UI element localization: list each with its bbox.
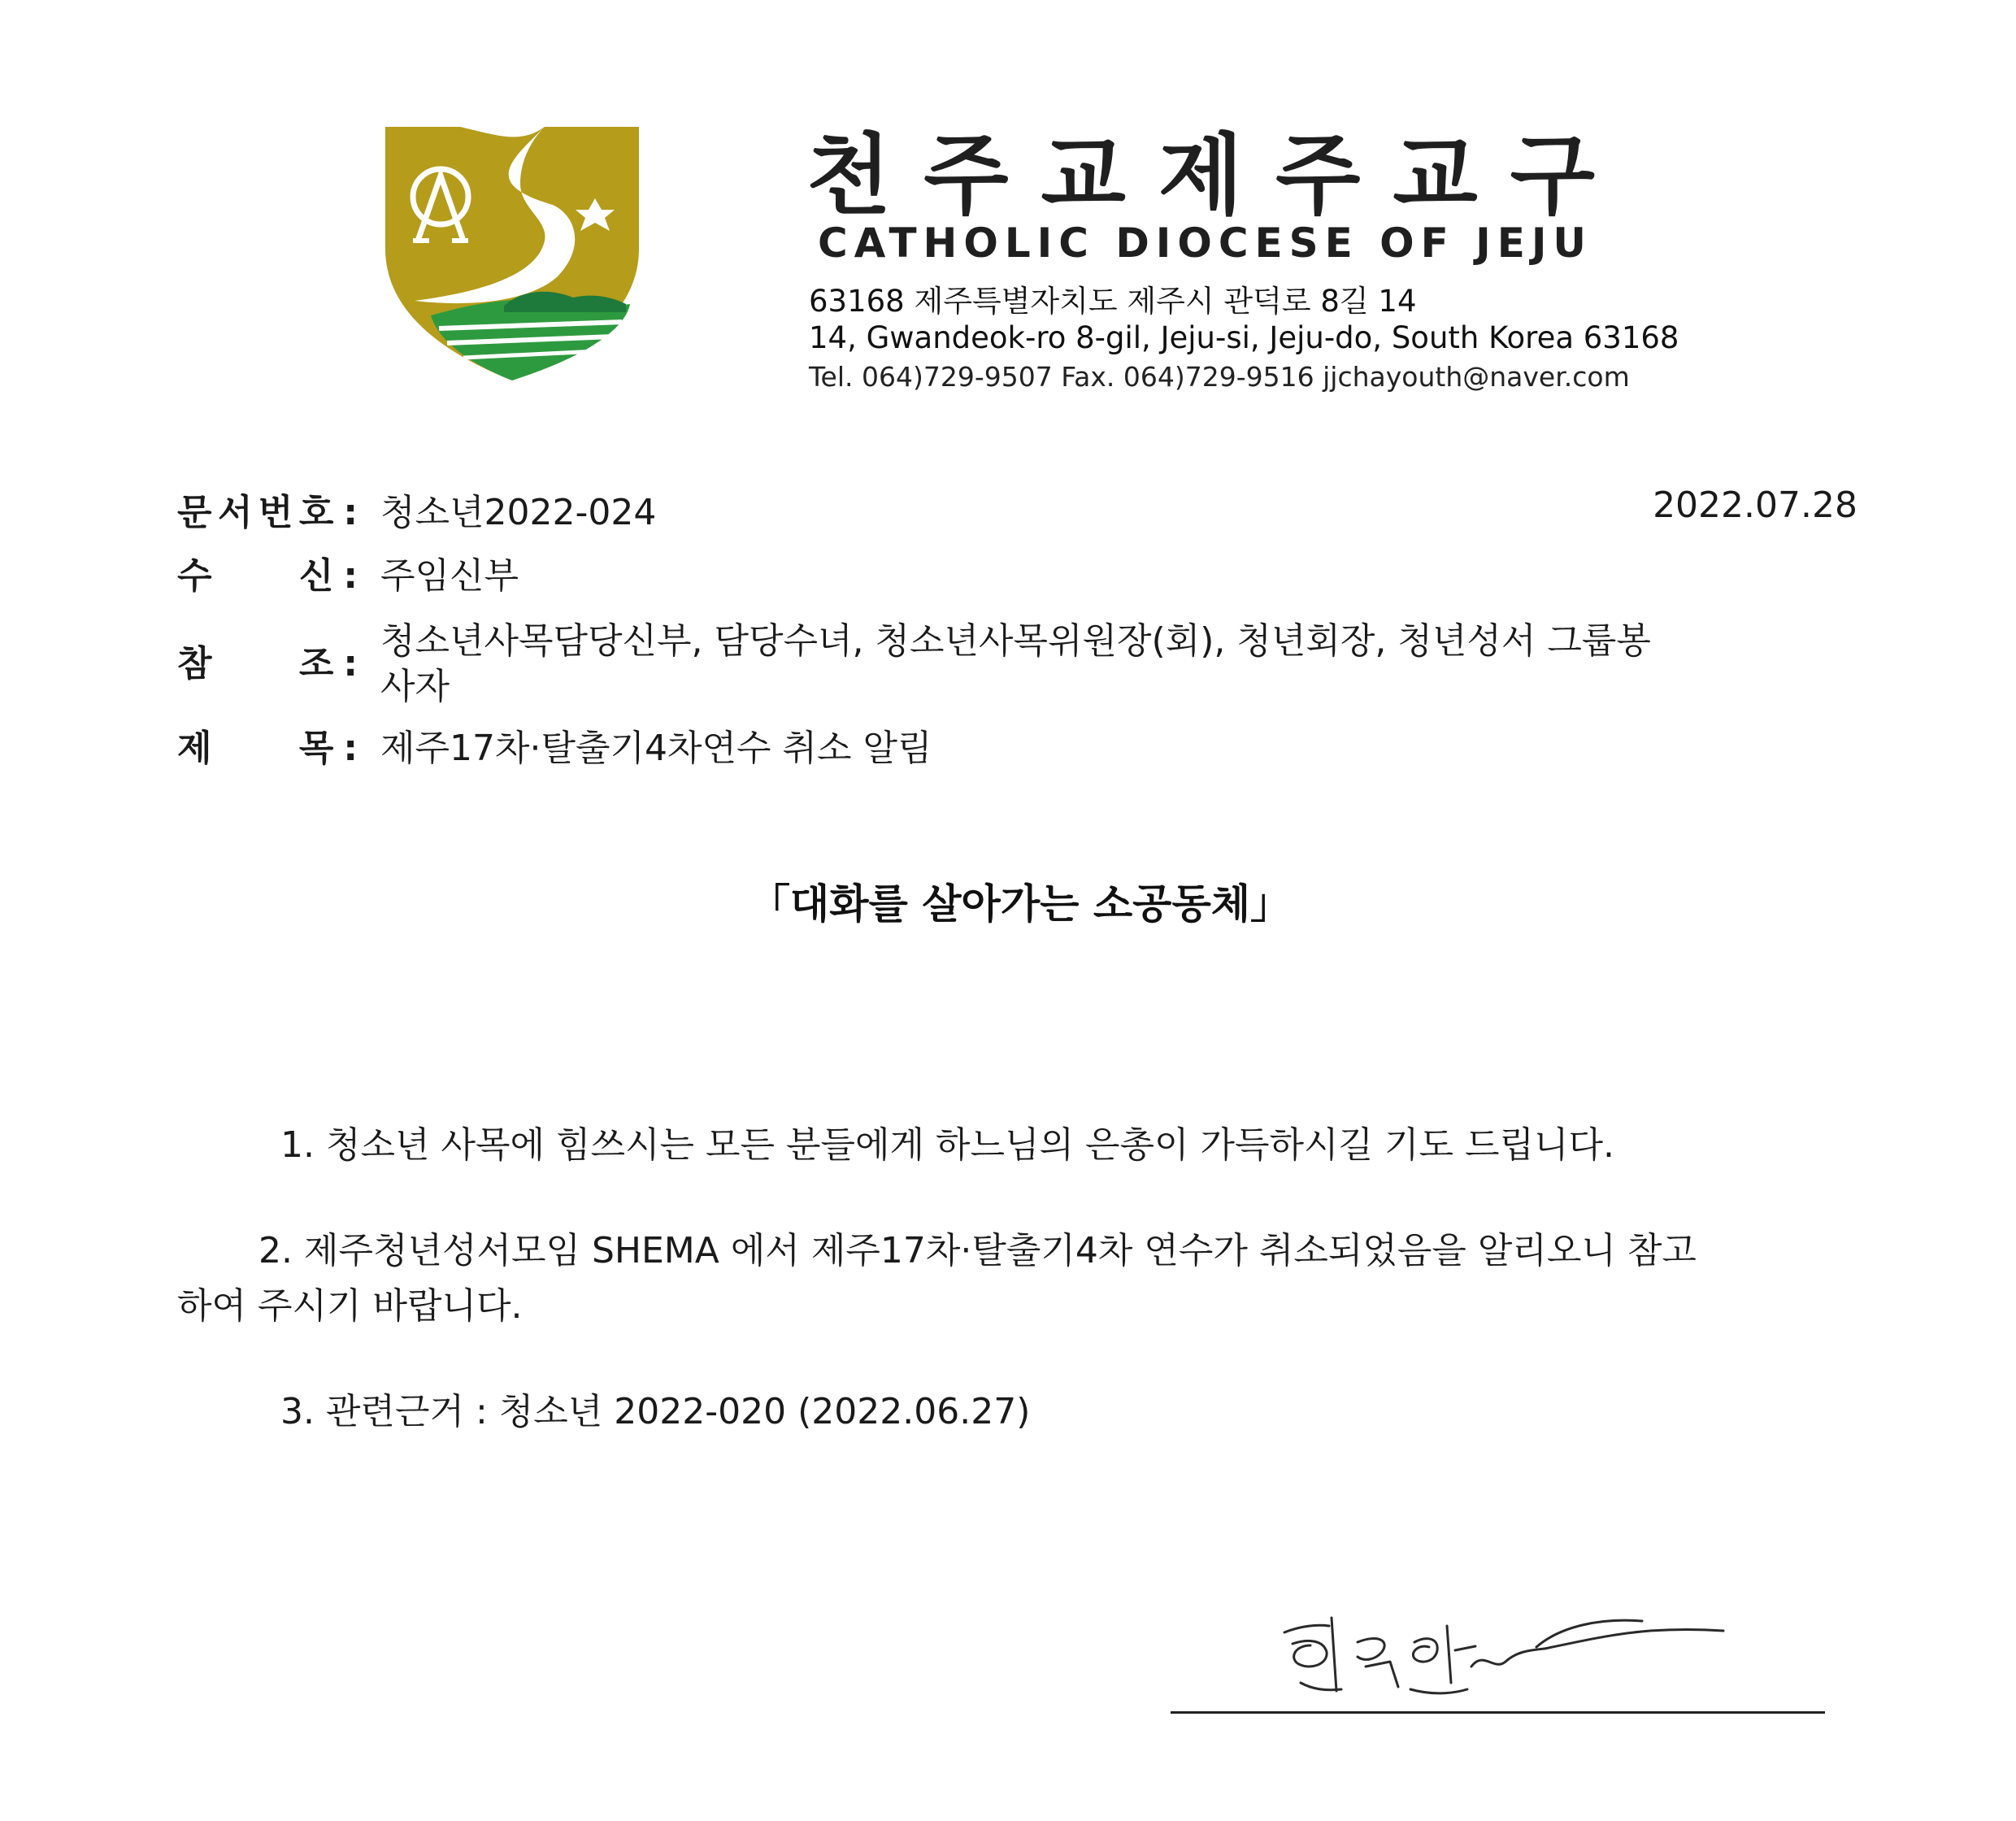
handwritten-signature bbox=[1268, 1593, 1731, 1715]
address-english: 14, Gwandeok-ro 8-gil, Jeju-si, Jeju-do, South Korea 63168 bbox=[809, 320, 1679, 355]
signature-line bbox=[1171, 1711, 1825, 1714]
subject-label: 제 목 : bbox=[177, 728, 358, 769]
subject-value: 제주17차·탈출기4차연수 취소 알림 bbox=[380, 728, 932, 769]
recipient-label: 수 신 : bbox=[177, 555, 358, 597]
body-item-2-line2: 하여 주시기 바랍니다. bbox=[177, 1285, 523, 1327]
body-item-3: 3. 관련근거 : 청소년 2022-020 (2022.06.27) bbox=[280, 1391, 1031, 1432]
recipient-value: 주임신부 bbox=[380, 555, 519, 597]
doc-number-label: 문 서 번 호 : bbox=[177, 492, 358, 533]
document-title: 「대화를 살아가는 소공동체」 bbox=[749, 880, 1292, 928]
diocese-crest-icon bbox=[382, 127, 642, 380]
document-date: 2022.07.28 bbox=[1653, 485, 1857, 526]
body-item-2-line1: 2. 제주청년성서모임 SHEMA 에서 제주17차·탈출기4차 연수가 취소되었음을 알리오니 참고 bbox=[259, 1230, 1697, 1271]
org-name-korean bbox=[806, 120, 1603, 226]
doc-number-value: 청소년2022-024 bbox=[380, 492, 657, 533]
svg-text:천주교제주교구: 천주교제주교구 bbox=[806, 125, 1595, 226]
svg-text:CATHOLIC DIOCESE OF JEJU: CATHOLIC DIOCESE OF JEJU bbox=[818, 219, 1586, 267]
reference-value-line1: 청소년사목담당신부, 담당수녀, 청소년사목위원장(회), 청년회장, 청년성서 그룹봉 bbox=[380, 620, 1651, 662]
reference-label: 참 조 : bbox=[177, 643, 358, 685]
body-item-1: 1. 청소년 사목에 힘쓰시는 모든 분들에게 하느님의 은총이 가득하시길 기도 드립니다. bbox=[280, 1124, 1614, 1166]
org-name-english bbox=[818, 218, 1590, 267]
reference-value-line2: 사자 bbox=[380, 666, 450, 707]
contact-info: Tel. 064)729-9507 Fax. 064)729-9516 jjchayouth@naver.com bbox=[809, 361, 1630, 393]
address-korean: 63168 제주특별자치도 제주시 관덕로 8길 14 bbox=[809, 284, 1417, 319]
